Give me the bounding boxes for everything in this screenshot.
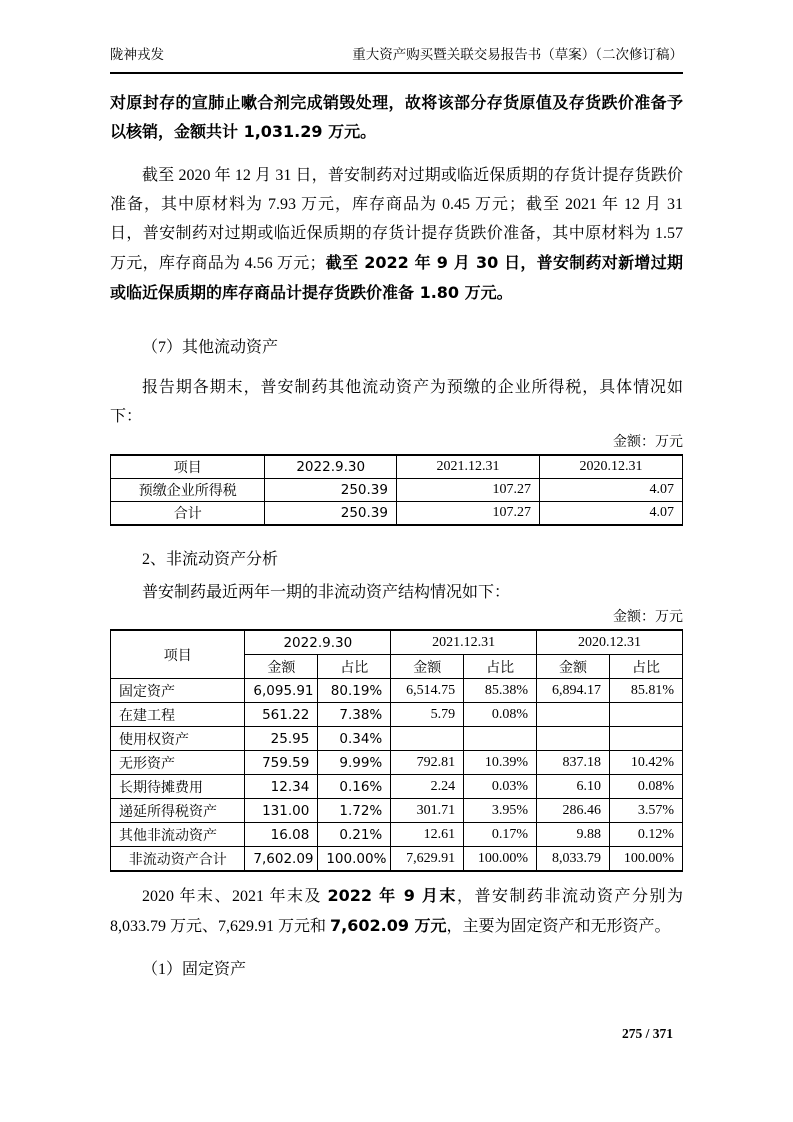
text-run-normal: ，普安制药非流动资产分别为 8,033.79 万元、7,629.91 万元和 [110, 888, 683, 935]
header-cell-2022: 2022.9.30 [245, 630, 391, 655]
table1-unit-label: 金额：万元 [613, 435, 683, 450]
table-total-row [111, 502, 683, 526]
cell-value: 25.95 [245, 727, 318, 751]
cell-value: 837.18 [537, 751, 610, 775]
header-cell-2020: 2020.12.31 [537, 630, 683, 655]
heading-fixed-assets: （1）固定资产 [142, 961, 247, 978]
cell-value: 12.34 [245, 775, 318, 799]
cell-value: 16.08 [245, 823, 318, 847]
text-run-bold: 2022 年 9 月末 [327, 886, 457, 905]
para-non-current-intro: 普安制药最近两年一期的非流动资产结构情况如下： [142, 584, 511, 601]
cell-value: 100.00% [318, 847, 391, 872]
heading-non-current-assets: 2、非流动资产分析 [142, 551, 279, 568]
cell-value: 561.22 [245, 703, 318, 727]
cell-value: 0.17% [464, 823, 537, 847]
cell-value: 6.10 [537, 775, 610, 799]
header-report-title: 重大资产购买暨关联交易报告书（草案）（二次修订稿） [352, 47, 683, 62]
table-header-row [111, 630, 683, 655]
header-cell-item: 项目 [111, 455, 265, 479]
subheader-ratio: 占比 [318, 655, 391, 679]
cell-label: 在建工程 [111, 703, 245, 727]
subheader-ratio: 占比 [464, 655, 537, 679]
subheader-ratio: 占比 [610, 655, 683, 679]
table-row [111, 679, 683, 703]
cell-value: 286.46 [537, 799, 610, 823]
cell-value: 4.07 [539, 502, 682, 526]
cell-value: 0.16% [318, 775, 391, 799]
cell-label: 非流动资产合计 [111, 847, 245, 872]
table-row [111, 799, 683, 823]
cell-value [464, 727, 537, 751]
cell-value: 9.88 [537, 823, 610, 847]
text-run-normal: ，主要为固定资产和无形资产。 [446, 918, 671, 935]
cell-value: 3.95% [464, 799, 537, 823]
cell-value: 5.79 [391, 703, 464, 727]
text-run-bold: 截至 2022 年 9 月 30 日，普安制药对新增过期或临近保质期的库存商品计提存货跌价准备 1.80 万元。 [110, 253, 683, 302]
cell-value: 3.57% [610, 799, 683, 823]
cell-value: 10.39% [464, 751, 537, 775]
cell-value: 100.00% [610, 847, 683, 872]
table-row [111, 775, 683, 799]
cell-value: 6,894.17 [537, 679, 610, 703]
cell-value: 0.08% [464, 703, 537, 727]
cell-label: 递延所得税资产 [111, 799, 245, 823]
text-run-normal: 截至 2020 年 12 月 31 日，普安制药对过期或临近保质期的存货计提存货跌价准备，其中原材料为 7.93 万元，库存商品为 0.45 万元；截至 2021 年 12 月 31 日，普安制药对过期或临近保质期的存货计提存货跌价准备，其中原材料为 1.57 万元，库存商品为 4.56 万元； [110, 167, 683, 272]
cell-value [391, 727, 464, 751]
cell-value: 100.00% [464, 847, 537, 872]
table-row [111, 479, 683, 502]
para-non-current-summary [110, 881, 683, 941]
cell-value: 759.59 [245, 751, 318, 775]
cell-value: 1.72% [318, 799, 391, 823]
cell-label: 固定资产 [111, 679, 245, 703]
text-run-bold: 7,602.09 万元 [330, 916, 447, 935]
para-other-current-assets-intro: 报告期各期末，普安制药其他流动资产为预缴的企业所得税，具体情况如下： [110, 379, 683, 425]
table-row [111, 751, 683, 775]
cell-value: 250.39 [265, 479, 397, 502]
text-run-normal: 2020 年末、2021 年末及 [142, 888, 328, 905]
cell-value: 85.81% [610, 679, 683, 703]
table-other-current-assets [110, 454, 683, 526]
table2-unit-label: 金额：万元 [613, 610, 683, 625]
cell-value: 0.03% [464, 775, 537, 799]
header-company-name: 陇神戎发 [110, 47, 164, 62]
cell-value: 80.19% [318, 679, 391, 703]
cell-value: 0.34% [318, 727, 391, 751]
para-inventory-writeoff: 对原封存的宣肺止嗽合剂完成销毁处理，故将该部分存货原值及存货跌价准备予以核销，金额共计 1,031.29 万元。 [110, 93, 683, 141]
table-row [111, 823, 683, 847]
cell-value: 131.00 [245, 799, 318, 823]
table-non-current-assets [110, 629, 683, 872]
cell-value: 0.12% [610, 823, 683, 847]
cell-value: 4.07 [539, 479, 682, 502]
cell-value: 10.42% [610, 751, 683, 775]
cell-label: 预缴企业所得税 [111, 479, 265, 502]
cell-label: 合计 [111, 502, 265, 526]
page-header [110, 0, 683, 74]
cell-label: 无形资产 [111, 751, 245, 775]
subheader-amount: 金额 [537, 655, 610, 679]
cell-value [537, 727, 610, 751]
table-row [111, 703, 683, 727]
cell-value: 7,602.09 [245, 847, 318, 872]
cell-value: 85.38% [464, 679, 537, 703]
cell-value: 9.99% [318, 751, 391, 775]
cell-value: 107.27 [396, 479, 539, 502]
cell-value: 6,095.91 [245, 679, 318, 703]
cell-value [537, 703, 610, 727]
header-cell-item: 项目 [111, 630, 245, 679]
subheader-amount: 金额 [245, 655, 318, 679]
cell-label: 长期待摊费用 [111, 775, 245, 799]
heading-other-current-assets: （7）其他流动资产 [142, 339, 279, 356]
page-number: 275 / 371 [621, 1026, 673, 1041]
subheader-amount: 金额 [391, 655, 464, 679]
cell-value: 12.61 [391, 823, 464, 847]
cell-label: 其他非流动资产 [111, 823, 245, 847]
cell-value: 0.08% [610, 775, 683, 799]
header-cell-2021: 2021.12.31 [396, 455, 539, 479]
cell-value: 250.39 [265, 502, 397, 526]
header-cell-2020: 2020.12.31 [539, 455, 682, 479]
table-header-row [111, 455, 683, 479]
cell-value: 7.38% [318, 703, 391, 727]
para-inventory-provision [110, 161, 683, 308]
cell-value [610, 727, 683, 751]
header-cell-2022: 2022.9.30 [265, 455, 397, 479]
header-cell-2021: 2021.12.31 [391, 630, 537, 655]
cell-value: 107.27 [396, 502, 539, 526]
cell-value: 301.71 [391, 799, 464, 823]
cell-value: 7,629.91 [391, 847, 464, 872]
table-total-row [111, 847, 683, 872]
cell-value [610, 703, 683, 727]
cell-label: 使用权资产 [111, 727, 245, 751]
table-row [111, 727, 683, 751]
cell-value: 2.24 [391, 775, 464, 799]
cell-value: 0.21% [318, 823, 391, 847]
cell-value: 8,033.79 [537, 847, 610, 872]
cell-value: 6,514.75 [391, 679, 464, 703]
cell-value: 792.81 [391, 751, 464, 775]
